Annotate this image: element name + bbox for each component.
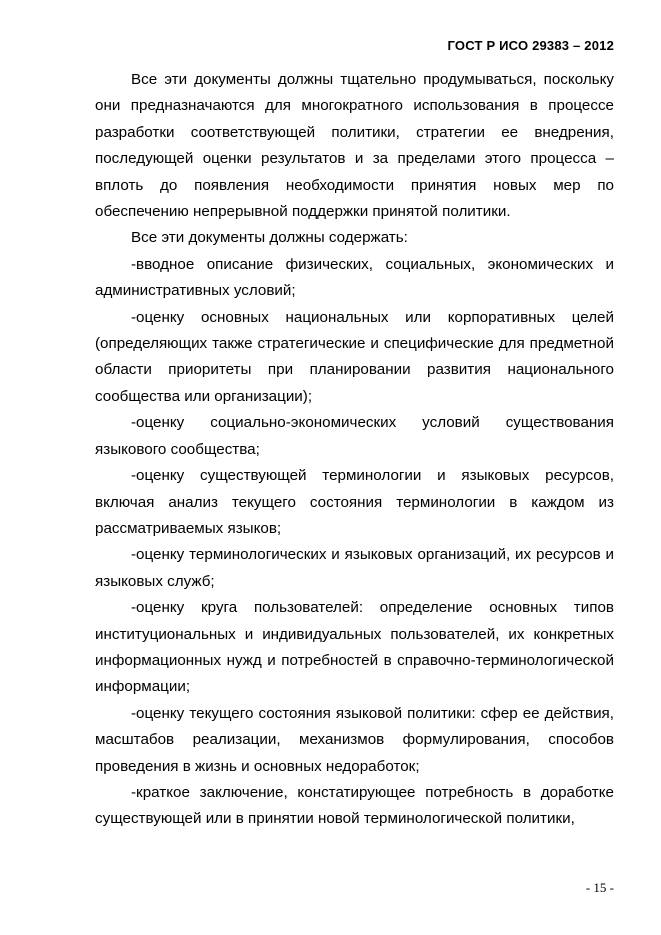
list-item-socioeconomic: -оценку социально-экономических условий существования языкового сообщества; [95, 414, 614, 458]
page-number: - 15 - [585, 880, 614, 895]
document-header: ГОСТ Р ИСО 29383 – 2012 [447, 38, 614, 53]
list-item-terminology: -оценку существующей терминологии и языковых ресурсов, включая анализ текущего состояния терминологии в каждом из рассматриваемых языков; [95, 467, 614, 537]
list-item-organizations: -оценку терминологических и языковых организаций, их ресурсов и языковых служб; [95, 546, 614, 590]
paragraph-contents-lead: Все эти документы должны содержать: [131, 229, 408, 247]
paragraph-intro: Все эти документы должны тщательно продумываться, поскольку они предназначаются для многократного использования в процессе разработки соответствующей политики, стратегии ее внедрения, последующей оценки результатов и за пределами этого процесса – вплоть до появления необходимости принятия новых мер по обеспечению непрерывной поддержки принятой политики. [95, 71, 614, 221]
list-item-introduction: -вводное описание физических, социальных, экономических и административных условий; [95, 255, 614, 300]
list-item-goals: -оценку основных национальных или корпоративных целей (определяющих также стратегические и специфические для предметной области приоритеты при планировании развития национального сообщества или организации); [95, 308, 614, 405]
list-item-conclusion: -краткое заключение, констатирующее потребность в доработке существующей или в принятии новой терминологической политики, [95, 783, 614, 828]
document-body [95, 67, 614, 833]
list-item-policy-state: -оценку текущего состояния языковой политики: сфер ее действия, масштабов реализации, механизмов формулирования, способов проведения в жизнь и основных недоработок; [95, 704, 614, 775]
list-item-users: -оценку круга пользователей: определение основных типов институциональных и индивидуальных пользователей, их конкретных информационных нужд и потребностей в справочно-терминологической информации; [95, 599, 614, 696]
